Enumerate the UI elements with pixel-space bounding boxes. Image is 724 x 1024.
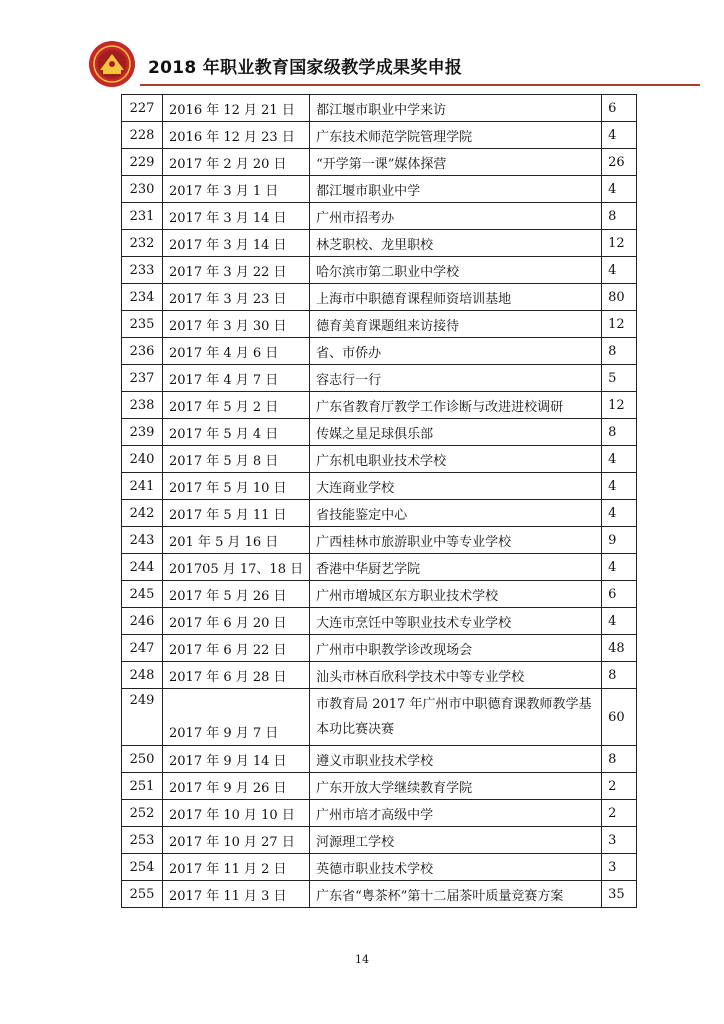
visitor-organization: 广东技术师范学院管理学院 bbox=[310, 122, 602, 149]
table-row bbox=[122, 689, 637, 746]
row-number: 249 bbox=[122, 689, 163, 746]
visitor-organization: 广东省教育厅教学工作诊断与改进进校调研 bbox=[310, 392, 602, 419]
visit-date: 2017 年 4 月 7 日 bbox=[163, 365, 310, 392]
table-row bbox=[122, 230, 637, 257]
visit-date: 2017 年 3 月 22 日 bbox=[163, 257, 310, 284]
row-number: 254 bbox=[122, 854, 163, 881]
table-row bbox=[122, 365, 637, 392]
table-row bbox=[122, 581, 637, 608]
visitor-organization: 广东开放大学继续教育学院 bbox=[310, 773, 602, 800]
row-number: 229 bbox=[122, 149, 163, 176]
visitor-organization: 香港中华厨艺学院 bbox=[310, 554, 602, 581]
row-number: 243 bbox=[122, 527, 163, 554]
visitor-count: 35 bbox=[602, 881, 637, 908]
visit-date: 2017 年 5 月 26 日 bbox=[163, 581, 310, 608]
visit-date: 2016 年 12 月 23 日 bbox=[163, 122, 310, 149]
row-number: 242 bbox=[122, 500, 163, 527]
visitor-organization: 广州市招考办 bbox=[310, 203, 602, 230]
table-row bbox=[122, 122, 637, 149]
visitor-organization: 广州市增城区东方职业技术学校 bbox=[310, 581, 602, 608]
visitor-count: 12 bbox=[602, 392, 637, 419]
table-row bbox=[122, 773, 637, 800]
table-row bbox=[122, 419, 637, 446]
table-row bbox=[122, 392, 637, 419]
header-divider bbox=[140, 84, 700, 86]
visit-date: 2017 年 4 月 6 日 bbox=[163, 338, 310, 365]
visitor-count: 4 bbox=[602, 122, 637, 149]
table-row bbox=[122, 827, 637, 854]
visitor-count: 8 bbox=[602, 203, 637, 230]
visitor-count: 4 bbox=[602, 176, 637, 203]
row-number: 228 bbox=[122, 122, 163, 149]
row-number: 244 bbox=[122, 554, 163, 581]
table-row bbox=[122, 800, 637, 827]
table-row bbox=[122, 662, 637, 689]
visit-date: 2017 年 5 月 2 日 bbox=[163, 392, 310, 419]
visit-date: 2017 年 9 月 26 日 bbox=[163, 773, 310, 800]
visitor-count: 8 bbox=[602, 338, 637, 365]
visitor-count: 2 bbox=[602, 773, 637, 800]
row-number: 252 bbox=[122, 800, 163, 827]
table-row bbox=[122, 338, 637, 365]
row-number: 246 bbox=[122, 608, 163, 635]
visitor-organization: 德育美育课题组来访接待 bbox=[310, 311, 602, 338]
row-number: 236 bbox=[122, 338, 163, 365]
visitor-organization: 大连商业学校 bbox=[310, 473, 602, 500]
visitor-organization: 遵义市职业技术学校 bbox=[310, 746, 602, 773]
visit-date: 2017 年 3 月 14 日 bbox=[163, 230, 310, 257]
visit-date: 2016 年 12 月 21 日 bbox=[163, 95, 310, 122]
visitor-count: 4 bbox=[602, 257, 637, 284]
visitor-organization: 省、市侨办 bbox=[310, 338, 602, 365]
row-number: 240 bbox=[122, 446, 163, 473]
row-number: 230 bbox=[122, 176, 163, 203]
visitor-organization: 传媒之星足球俱乐部 bbox=[310, 419, 602, 446]
visitor-count: 3 bbox=[602, 854, 637, 881]
row-number: 248 bbox=[122, 662, 163, 689]
visitor-organization: 上海市中职德育课程师资培训基地 bbox=[310, 284, 602, 311]
visitor-organization: 都江堰市职业中学 bbox=[310, 176, 602, 203]
visitor-organization: 哈尔滨市第二职业中学校 bbox=[310, 257, 602, 284]
row-number: 251 bbox=[122, 773, 163, 800]
row-number: 232 bbox=[122, 230, 163, 257]
table-row bbox=[122, 746, 637, 773]
row-number: 237 bbox=[122, 365, 163, 392]
page-header-title: 2018 年职业教育国家级教学成果奖申报 bbox=[148, 58, 463, 78]
visitor-organization: 容志行一行 bbox=[310, 365, 602, 392]
table-row bbox=[122, 608, 637, 635]
table-row bbox=[122, 554, 637, 581]
visitor-organization: 广东省“粤茶杯”第十二届茶叶质量竞赛方案 bbox=[310, 881, 602, 908]
row-number: 238 bbox=[122, 392, 163, 419]
visitor-organization: 都江堰市职业中学来访 bbox=[310, 95, 602, 122]
visitor-organization: 市教育局 2017 年广州市中职德育课教师教学基本功比赛决赛 bbox=[310, 689, 602, 746]
page-header bbox=[88, 40, 648, 100]
table-body bbox=[122, 95, 637, 908]
visit-date: 2017 年 9 月 7 日 bbox=[163, 689, 310, 746]
visitor-count: 48 bbox=[602, 635, 637, 662]
row-number: 234 bbox=[122, 284, 163, 311]
visitor-count: 6 bbox=[602, 95, 637, 122]
visitor-organization: 广州市中职教学诊改现场会 bbox=[310, 635, 602, 662]
visitor-count: 2 bbox=[602, 800, 637, 827]
visit-date: 201705 月 17、18 日 bbox=[163, 554, 310, 581]
visitor-count: 4 bbox=[602, 554, 637, 581]
visit-date: 2017 年 2 月 20 日 bbox=[163, 149, 310, 176]
table-row bbox=[122, 149, 637, 176]
visitor-count: 12 bbox=[602, 230, 637, 257]
visitor-organization: 河源理工学校 bbox=[310, 827, 602, 854]
table-row bbox=[122, 446, 637, 473]
visitor-count: 8 bbox=[602, 746, 637, 773]
visit-date: 2017 年 3 月 1 日 bbox=[163, 176, 310, 203]
visitor-count: 5 bbox=[602, 365, 637, 392]
visitor-organization: 林芝职校、龙里职校 bbox=[310, 230, 602, 257]
row-number: 247 bbox=[122, 635, 163, 662]
visitor-organization: “开学第一课”媒体探营 bbox=[310, 149, 602, 176]
visit-date: 2017 年 6 月 28 日 bbox=[163, 662, 310, 689]
table-row bbox=[122, 881, 637, 908]
visit-date: 2017 年 5 月 10 日 bbox=[163, 473, 310, 500]
row-number: 227 bbox=[122, 95, 163, 122]
visitor-count: 4 bbox=[602, 500, 637, 527]
table-row bbox=[122, 95, 637, 122]
visit-records-table bbox=[121, 94, 637, 908]
visitor-count: 12 bbox=[602, 311, 637, 338]
visitor-count: 8 bbox=[602, 419, 637, 446]
table-row bbox=[122, 854, 637, 881]
table-row bbox=[122, 176, 637, 203]
visit-date: 201 年 5 月 16 日 bbox=[163, 527, 310, 554]
table-row bbox=[122, 635, 637, 662]
visit-date: 2017 年 3 月 14 日 bbox=[163, 203, 310, 230]
visit-date: 2017 年 5 月 11 日 bbox=[163, 500, 310, 527]
school-emblem-icon bbox=[88, 40, 136, 88]
row-number: 255 bbox=[122, 881, 163, 908]
visit-date: 2017 年 5 月 4 日 bbox=[163, 419, 310, 446]
visit-date: 2017 年 10 月 10 日 bbox=[163, 800, 310, 827]
table-row bbox=[122, 527, 637, 554]
visit-date: 2017 年 10 月 27 日 bbox=[163, 827, 310, 854]
visitor-count: 60 bbox=[602, 689, 637, 746]
visit-date: 2017 年 11 月 2 日 bbox=[163, 854, 310, 881]
row-number: 245 bbox=[122, 581, 163, 608]
visitor-organization: 大连市烹饪中等职业技术专业学校 bbox=[310, 608, 602, 635]
table-row bbox=[122, 203, 637, 230]
visitor-organization: 广州市培才高级中学 bbox=[310, 800, 602, 827]
row-number: 253 bbox=[122, 827, 163, 854]
visitor-organization: 英德市职业技术学校 bbox=[310, 854, 602, 881]
table-row bbox=[122, 473, 637, 500]
row-number: 233 bbox=[122, 257, 163, 284]
row-number: 235 bbox=[122, 311, 163, 338]
visitor-count: 80 bbox=[602, 284, 637, 311]
row-number: 250 bbox=[122, 746, 163, 773]
visit-date: 2017 年 6 月 20 日 bbox=[163, 608, 310, 635]
visitor-count: 9 bbox=[602, 527, 637, 554]
visitor-organization: 广西桂林市旅游职业中等专业学校 bbox=[310, 527, 602, 554]
table-row bbox=[122, 257, 637, 284]
visitor-count: 26 bbox=[602, 149, 637, 176]
visitor-count: 4 bbox=[602, 473, 637, 500]
row-number: 241 bbox=[122, 473, 163, 500]
table-row bbox=[122, 311, 637, 338]
visitor-count: 4 bbox=[602, 446, 637, 473]
visitor-count: 4 bbox=[602, 608, 637, 635]
visit-date: 2017 年 3 月 23 日 bbox=[163, 284, 310, 311]
visit-date: 2017 年 6 月 22 日 bbox=[163, 635, 310, 662]
visitor-count: 8 bbox=[602, 662, 637, 689]
row-number: 239 bbox=[122, 419, 163, 446]
table-row bbox=[122, 284, 637, 311]
page-number: 14 bbox=[355, 953, 369, 966]
visit-date: 2017 年 3 月 30 日 bbox=[163, 311, 310, 338]
visitor-organization: 省技能鉴定中心 bbox=[310, 500, 602, 527]
visitor-count: 3 bbox=[602, 827, 637, 854]
visit-date: 2017 年 9 月 14 日 bbox=[163, 746, 310, 773]
visitor-count: 6 bbox=[602, 581, 637, 608]
visitor-organization: 汕头市林百欣科学技术中等专业学校 bbox=[310, 662, 602, 689]
table-row bbox=[122, 500, 637, 527]
visit-date: 2017 年 11 月 3 日 bbox=[163, 881, 310, 908]
row-number: 231 bbox=[122, 203, 163, 230]
visitor-organization: 广东机电职业技术学校 bbox=[310, 446, 602, 473]
visit-date: 2017 年 5 月 8 日 bbox=[163, 446, 310, 473]
